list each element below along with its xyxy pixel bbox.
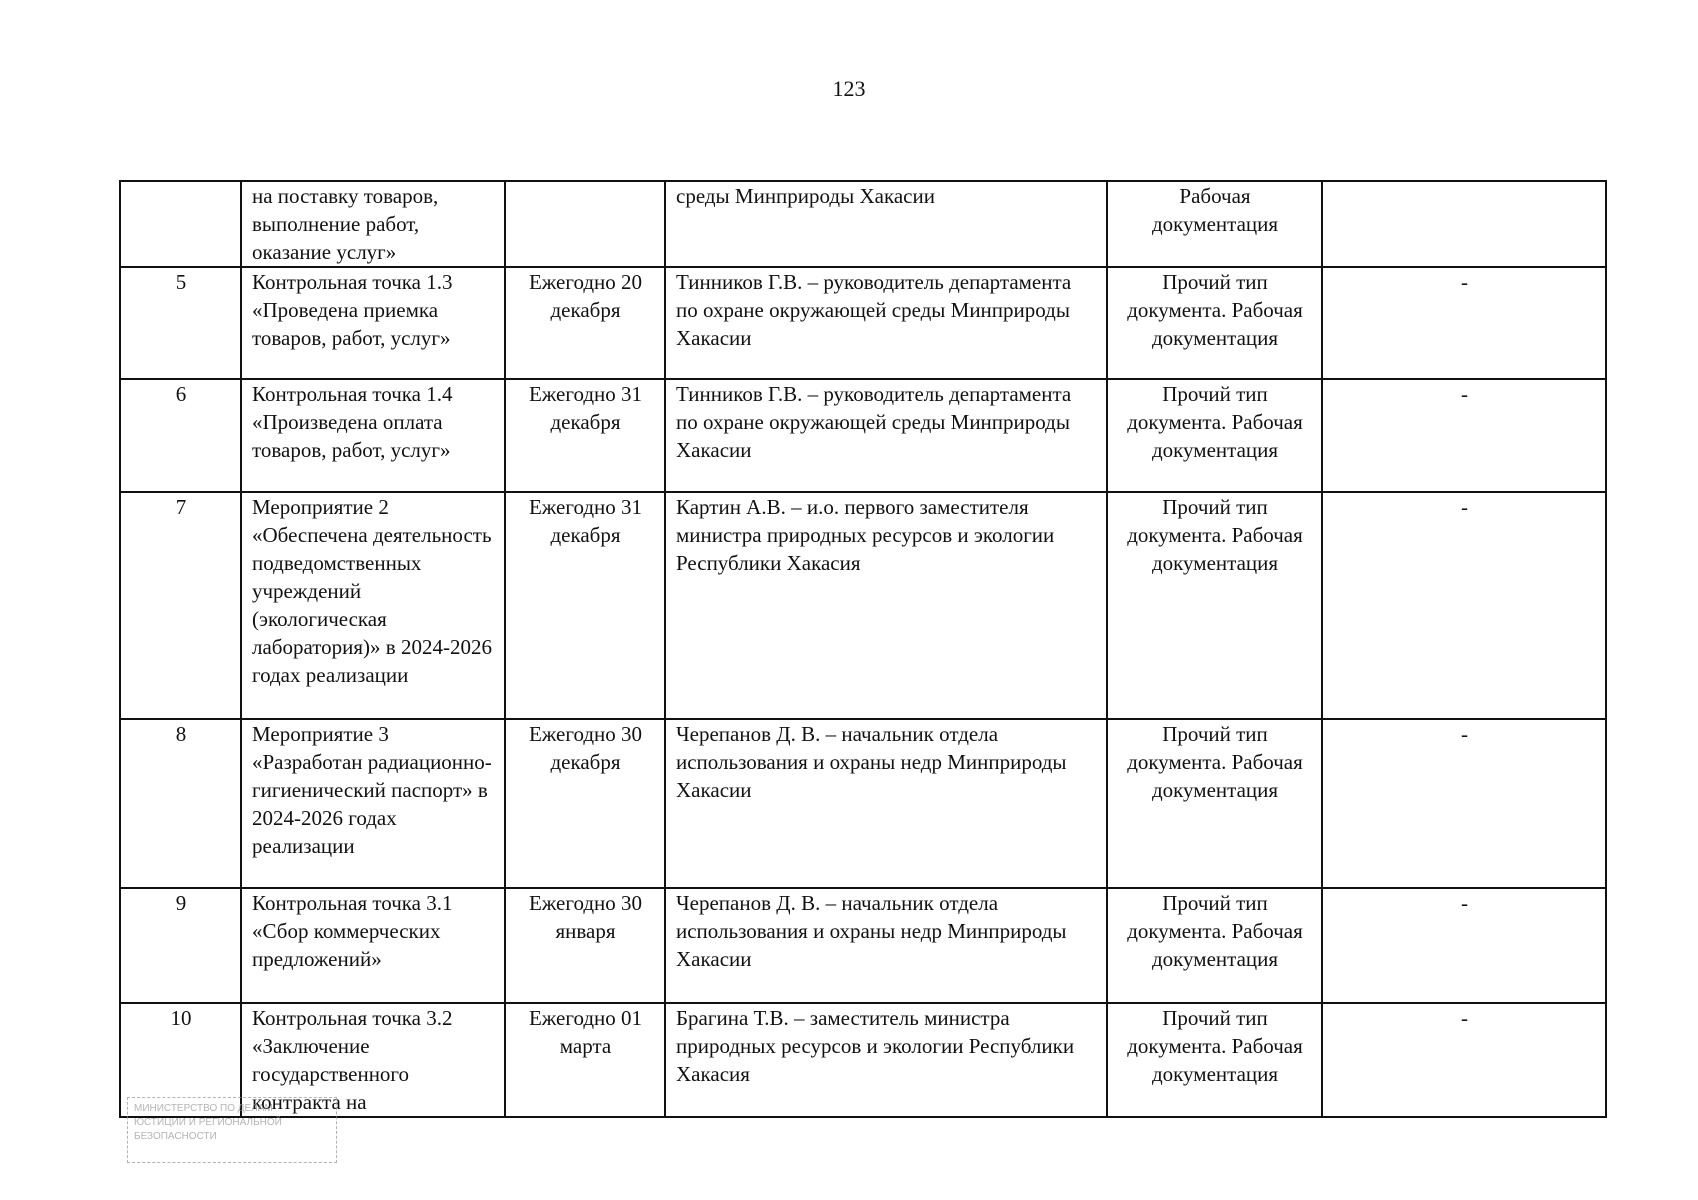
row-number bbox=[120, 181, 241, 267]
row-number: 8 bbox=[120, 719, 241, 888]
event-name: Контрольная точка 1.3 «Проведена приемка товаров, работ, услуг» bbox=[241, 267, 505, 379]
deadline: Ежегодно 31 декабря bbox=[505, 492, 665, 719]
document-type: Прочий тип документа. Рабочая документация bbox=[1107, 1003, 1322, 1117]
responsible: среды Минприроды Хакасии bbox=[665, 181, 1107, 267]
event-name: Мероприятие 2 «Обеспечена деятельность подведомственных учреждений (экологическая лаборатория)» в 2024-2026 годах реализации bbox=[241, 492, 505, 719]
row-number: 6 bbox=[120, 379, 241, 492]
deadline bbox=[505, 181, 665, 267]
table-row bbox=[120, 492, 1606, 719]
note: - bbox=[1322, 1003, 1606, 1117]
document-type: Прочий тип документа. Рабочая документация bbox=[1107, 267, 1322, 379]
responsible: Тинников Г.В. – руководитель департамента по охране окружающей среды Минприроды Хакасии bbox=[665, 267, 1107, 379]
deadline: Ежегодно 01 марта bbox=[505, 1003, 665, 1117]
table-row bbox=[120, 267, 1606, 379]
note: - bbox=[1322, 267, 1606, 379]
row-number: 7 bbox=[120, 492, 241, 719]
document-type: Прочий тип документа. Рабочая документация bbox=[1107, 888, 1322, 1003]
row-number: 5 bbox=[120, 267, 241, 379]
note: - bbox=[1322, 379, 1606, 492]
event-name: на поставку товаров, выполнение работ, оказание услуг» bbox=[241, 181, 505, 267]
responsible: Черепанов Д. В. – начальник отдела использования и охраны недр Минприроды Хакасии bbox=[665, 888, 1107, 1003]
stamp-line: ЮСТИЦИИ И РЕГИОНАЛЬНОЙ bbox=[134, 1117, 282, 1128]
event-name: Контрольная точка 1.4 «Произведена оплата товаров, работ, услуг» bbox=[241, 379, 505, 492]
page-number: 123 bbox=[832, 76, 866, 101]
stamp-line: МИНИСТЕРСТВО ПО ДЕЛАМ bbox=[134, 1103, 273, 1114]
registration-stamp bbox=[127, 1097, 337, 1163]
deadline: Ежегодно 30 декабря bbox=[505, 719, 665, 888]
note: - bbox=[1322, 719, 1606, 888]
event-name: Контрольная точка 3.2 «Заключение государственного контракта на bbox=[241, 1003, 505, 1117]
row-number: 9 bbox=[120, 888, 241, 1003]
event-name: Контрольная точка 3.1 «Сбор коммерческих предложений» bbox=[241, 888, 505, 1003]
stamp-line: БЕЗОПАСНОСТИ bbox=[134, 1131, 217, 1142]
table-row bbox=[120, 719, 1606, 888]
deadline: Ежегодно 30 января bbox=[505, 888, 665, 1003]
responsible: Черепанов Д. В. – начальник отдела использования и охраны недр Минприроды Хакасии bbox=[665, 719, 1107, 888]
table-row bbox=[120, 379, 1606, 492]
note: - bbox=[1322, 888, 1606, 1003]
responsible: Брагина Т.В. – заместитель министра природных ресурсов и экологии Республики Хакасия bbox=[665, 1003, 1107, 1117]
table-row bbox=[120, 1003, 1606, 1117]
note: - bbox=[1322, 492, 1606, 719]
responsible: Тинников Г.В. – руководитель департамента по охране окружающей среды Минприроды Хакасии bbox=[665, 379, 1107, 492]
note bbox=[1322, 181, 1606, 267]
event-name: Мероприятие 3 «Разработан радиационно-гигиенический паспорт» в 2024-2026 годах реализации bbox=[241, 719, 505, 888]
responsible: Картин А.В. – и.о. первого заместителя министра природных ресурсов и экологии Республики Хакасия bbox=[665, 492, 1107, 719]
document-type: Прочий тип документа. Рабочая документация bbox=[1107, 379, 1322, 492]
plan-table bbox=[119, 180, 1607, 1118]
deadline: Ежегодно 20 декабря bbox=[505, 267, 665, 379]
document-type: Прочий тип документа. Рабочая документация bbox=[1107, 719, 1322, 888]
deadline: Ежегодно 31 декабря bbox=[505, 379, 665, 492]
document-type: Прочий тип документа. Рабочая документация bbox=[1107, 492, 1322, 719]
row-number: 10 bbox=[120, 1003, 241, 1117]
document-type: Рабочая документация bbox=[1107, 181, 1322, 267]
table-row bbox=[120, 888, 1606, 1003]
table-row bbox=[120, 181, 1606, 267]
